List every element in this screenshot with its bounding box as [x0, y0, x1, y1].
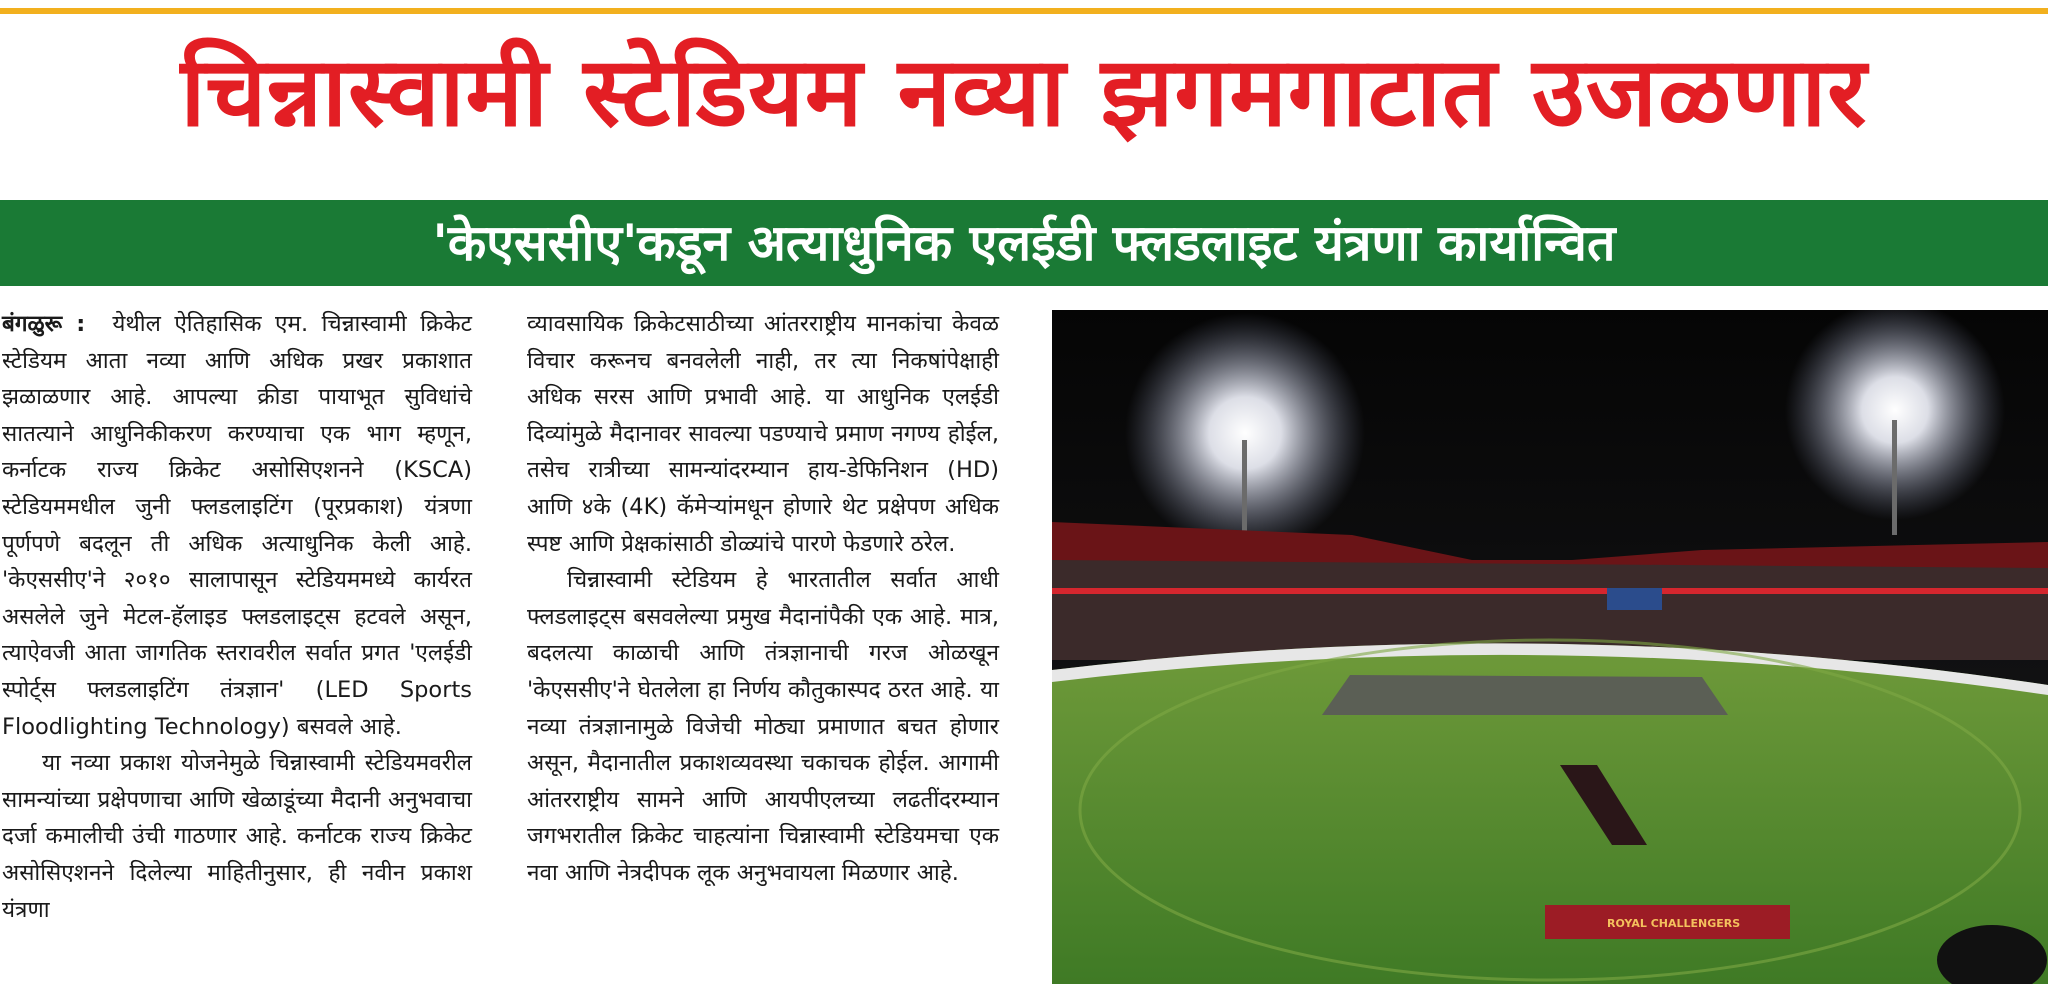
- sponsor-logo-ground: [1545, 905, 1790, 939]
- top-accent-bar: [0, 8, 2048, 14]
- svg-text:ROYAL CHALLENGERS: ROYAL CHALLENGERS: [1607, 917, 1741, 930]
- article-paragraph: चिन्नास्वामी स्टेडियम हे भारतातील सर्वात आधी फ्लडलाइट्स बसवलेल्या प्रमुख मैदानांपैकी एक आहे. मात्र, बदलत्या काळाची आणि तंत्रज्ञानाची गरज ओळखून 'केएससीए'ने घेतलेला हा निर्णय कौतुकास्पद ठरत आहे. या नव्या तंत्रज्ञानामुळे विजेची मोठ्या प्रमाणात बचत होणार असून, मैदानातील प्रकाशव्यवस्था चकाचक होईल. आगामी आंतरराष्ट्रीय सामने आणि आयपीएलच्या लढतींदरम्यान जगभरातील क्रिकेट चाहत्यांना चिन्नास्वामी स्टेडियमचा एक नवा आणि नेत्रदीपक लूक अनुभवायला मिळणार आहे.: [527, 567, 999, 886]
- article-column-1: [2, 306, 472, 928]
- subheadline: 'केएससीए'कडून अत्याधुनिक एलईडी फ्लडलाइट यंत्रणा कार्यान्वित: [432, 214, 1616, 272]
- floodlight-left: [1125, 313, 1365, 553]
- dateline: बंगळुरू :: [2, 311, 86, 337]
- stand-rail: [1052, 588, 2048, 594]
- paragraph-text: येथील ऐतिहासिक एम. चिन्नास्वामी क्रिकेट स्टेडियम आता नव्या आणि अधिक प्रखर प्रकाशात झळाळणार आहे. आपल्या क्रीडा पायाभूत सुविधांचे सातत्याने आधुनिकीकरण करण्याचा एक भाग म्हणून, कर्नाटक राज्य क्रिकेट असोसिएशनने (KSCA) स्टेडियममधील जुनी फ्लडलाइटिंग (पूरप्रकाश) यंत्रणा पूर्णपणे बदलून ती अधिक अत्याधुनिक केली आहे. 'केएससीए'ने २०१० सालापासून स्टेडियममध्ये कार्यरत असलेले जुने मेटल-हॅलाइड फ्लडलाइट्स हटवले असून, त्याऐवजी आता जागतिक स्तरावरील सर्वात प्रगत 'एलईडी स्पोर्ट्स फ्लडलाइटिंग तंत्रज्ञान' (LED Sports Floodlighting Technology) बसवले आहे.: [2, 311, 472, 740]
- scoreboard: [1607, 588, 1662, 610]
- article-paragraph: [2, 306, 472, 745]
- article-paragraph: व्यावसायिक क्रिकेटसाठीच्या आंतरराष्ट्रीय मानकांचा केवळ विचार करूनच बनवलेली नाही, तर त्या निकषांपेक्षाही अधिक सरस आणि प्रभावी आहे. या आधुनिक एलईडी दिव्यांमुळे मैदानावर सावल्या पडण्याचे प्रमाण नगण्य होईल, तसेच रात्रीच्या सामन्यांदरम्यान हाय-डेफिनिशन (HD) आणि ४के (4K) कॅमेऱ्यांमधून होणारे थेट प्रक्षेपण अधिक स्पष्ट आणि प्रेक्षकांसाठी डोळ्यांचे पारणे फेडणारे ठरेल.: [527, 311, 999, 557]
- covered-pitch-square: [1322, 675, 1728, 715]
- headline: चिन्नास्वामी स्टेडियम नव्या झगमगाटात उजळणार: [180, 36, 1868, 148]
- article-column-2: [527, 306, 999, 892]
- stadium-photo: [1052, 310, 2048, 984]
- article-paragraph: या नव्या प्रकाश योजनेमुळे चिन्नास्वामी स्टेडियमवरील सामन्यांच्या प्रक्षेपणाचा आणि खेळाडूंच्या मैदानी अनुभवाचा दर्जा कमालीची उंची गाठणार आहे. कर्नाटक राज्य क्रिकेट असोसिएशनने दिलेल्या माहितीनुसार, ही नवीन प्रकाश यंत्रणा: [2, 750, 472, 923]
